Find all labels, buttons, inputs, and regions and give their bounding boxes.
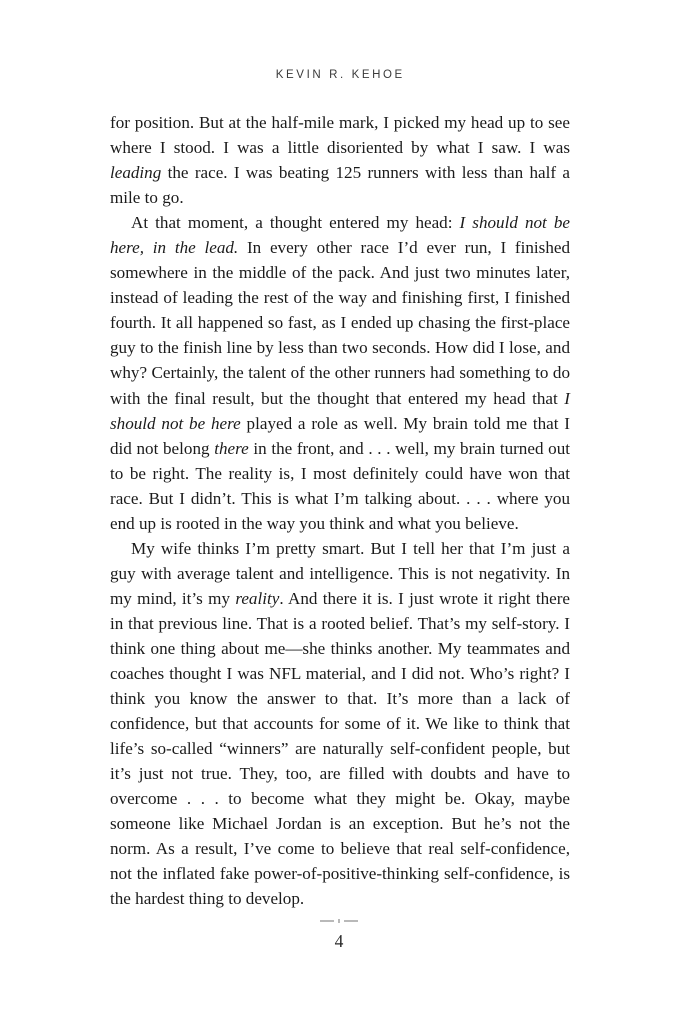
paragraph: for position. But at the half-mile mark, I picked my head up to see where I stood. I was a little disoriented by what I saw. I was leading the race. I was beating 125 runners with less than half a mile to go.	[110, 113, 570, 208]
page-number: 4	[334, 931, 344, 951]
page-footer	[0, 916, 678, 951]
ornament-rule-left	[320, 920, 334, 922]
paragraph: My wife thinks I’m pretty smart. But I tell her that I’m just a guy with average talent and intelligence. This is not negativity. In my mind, it’s my reality. And there it is. I just wrote it right there in that previous line. That is a rooted belief. That’s my self-story. I think one thing about me—she thinks another. My teammates and coaches thought I was NFL material, and I did not. Who’s right? I think you know the answer to that. It’s more than a lack of confidence, but that accounts for some of it. We like to think that life’s so-called “winners” are naturally self-confident people, but it’s just not true. They, too, are filled with doubts and have to overcome . . . to become what they might be. Okay, maybe someone like Michael Jordan is an exception. But he’s not the norm. As a result, I’ve come to believe that real self-confidence, not the inflated fake power-of-positive-thinking self-confidence, is the hardest thing to develop.	[110, 538, 571, 909]
paragraph: At that moment, a thought entered my head: I should not be here, in the lead. In every other race I’d ever run, I finished somewhere in the middle of the pack. And just two minutes later, instead of leading the rest of the way and finishing first, I finished fourth. It all happened so fast, as I ended up chasing the first-place guy to the finish line by less than two seconds. How did I lose, and why? Certainly, the talent of the other runners had something to do with the final result, but the thought that entered my head that I should not be here played a role as well. My brain told me that I did not belong there in the front, and . . . well, my brain turned out to be right. The reality is, I most definitely could have won that race. But I didn’t. This is what I’m talking about. . . . where you end up is rooted in the way you think and what you believe.	[110, 213, 571, 533]
body-text-block	[110, 110, 570, 912]
ornament-rule-right	[344, 920, 358, 922]
dash-dot-dash-ornament-icon	[0, 916, 678, 926]
ornament-dot	[338, 919, 341, 923]
running-head: KEVIN R. KEHOE	[275, 69, 405, 81]
